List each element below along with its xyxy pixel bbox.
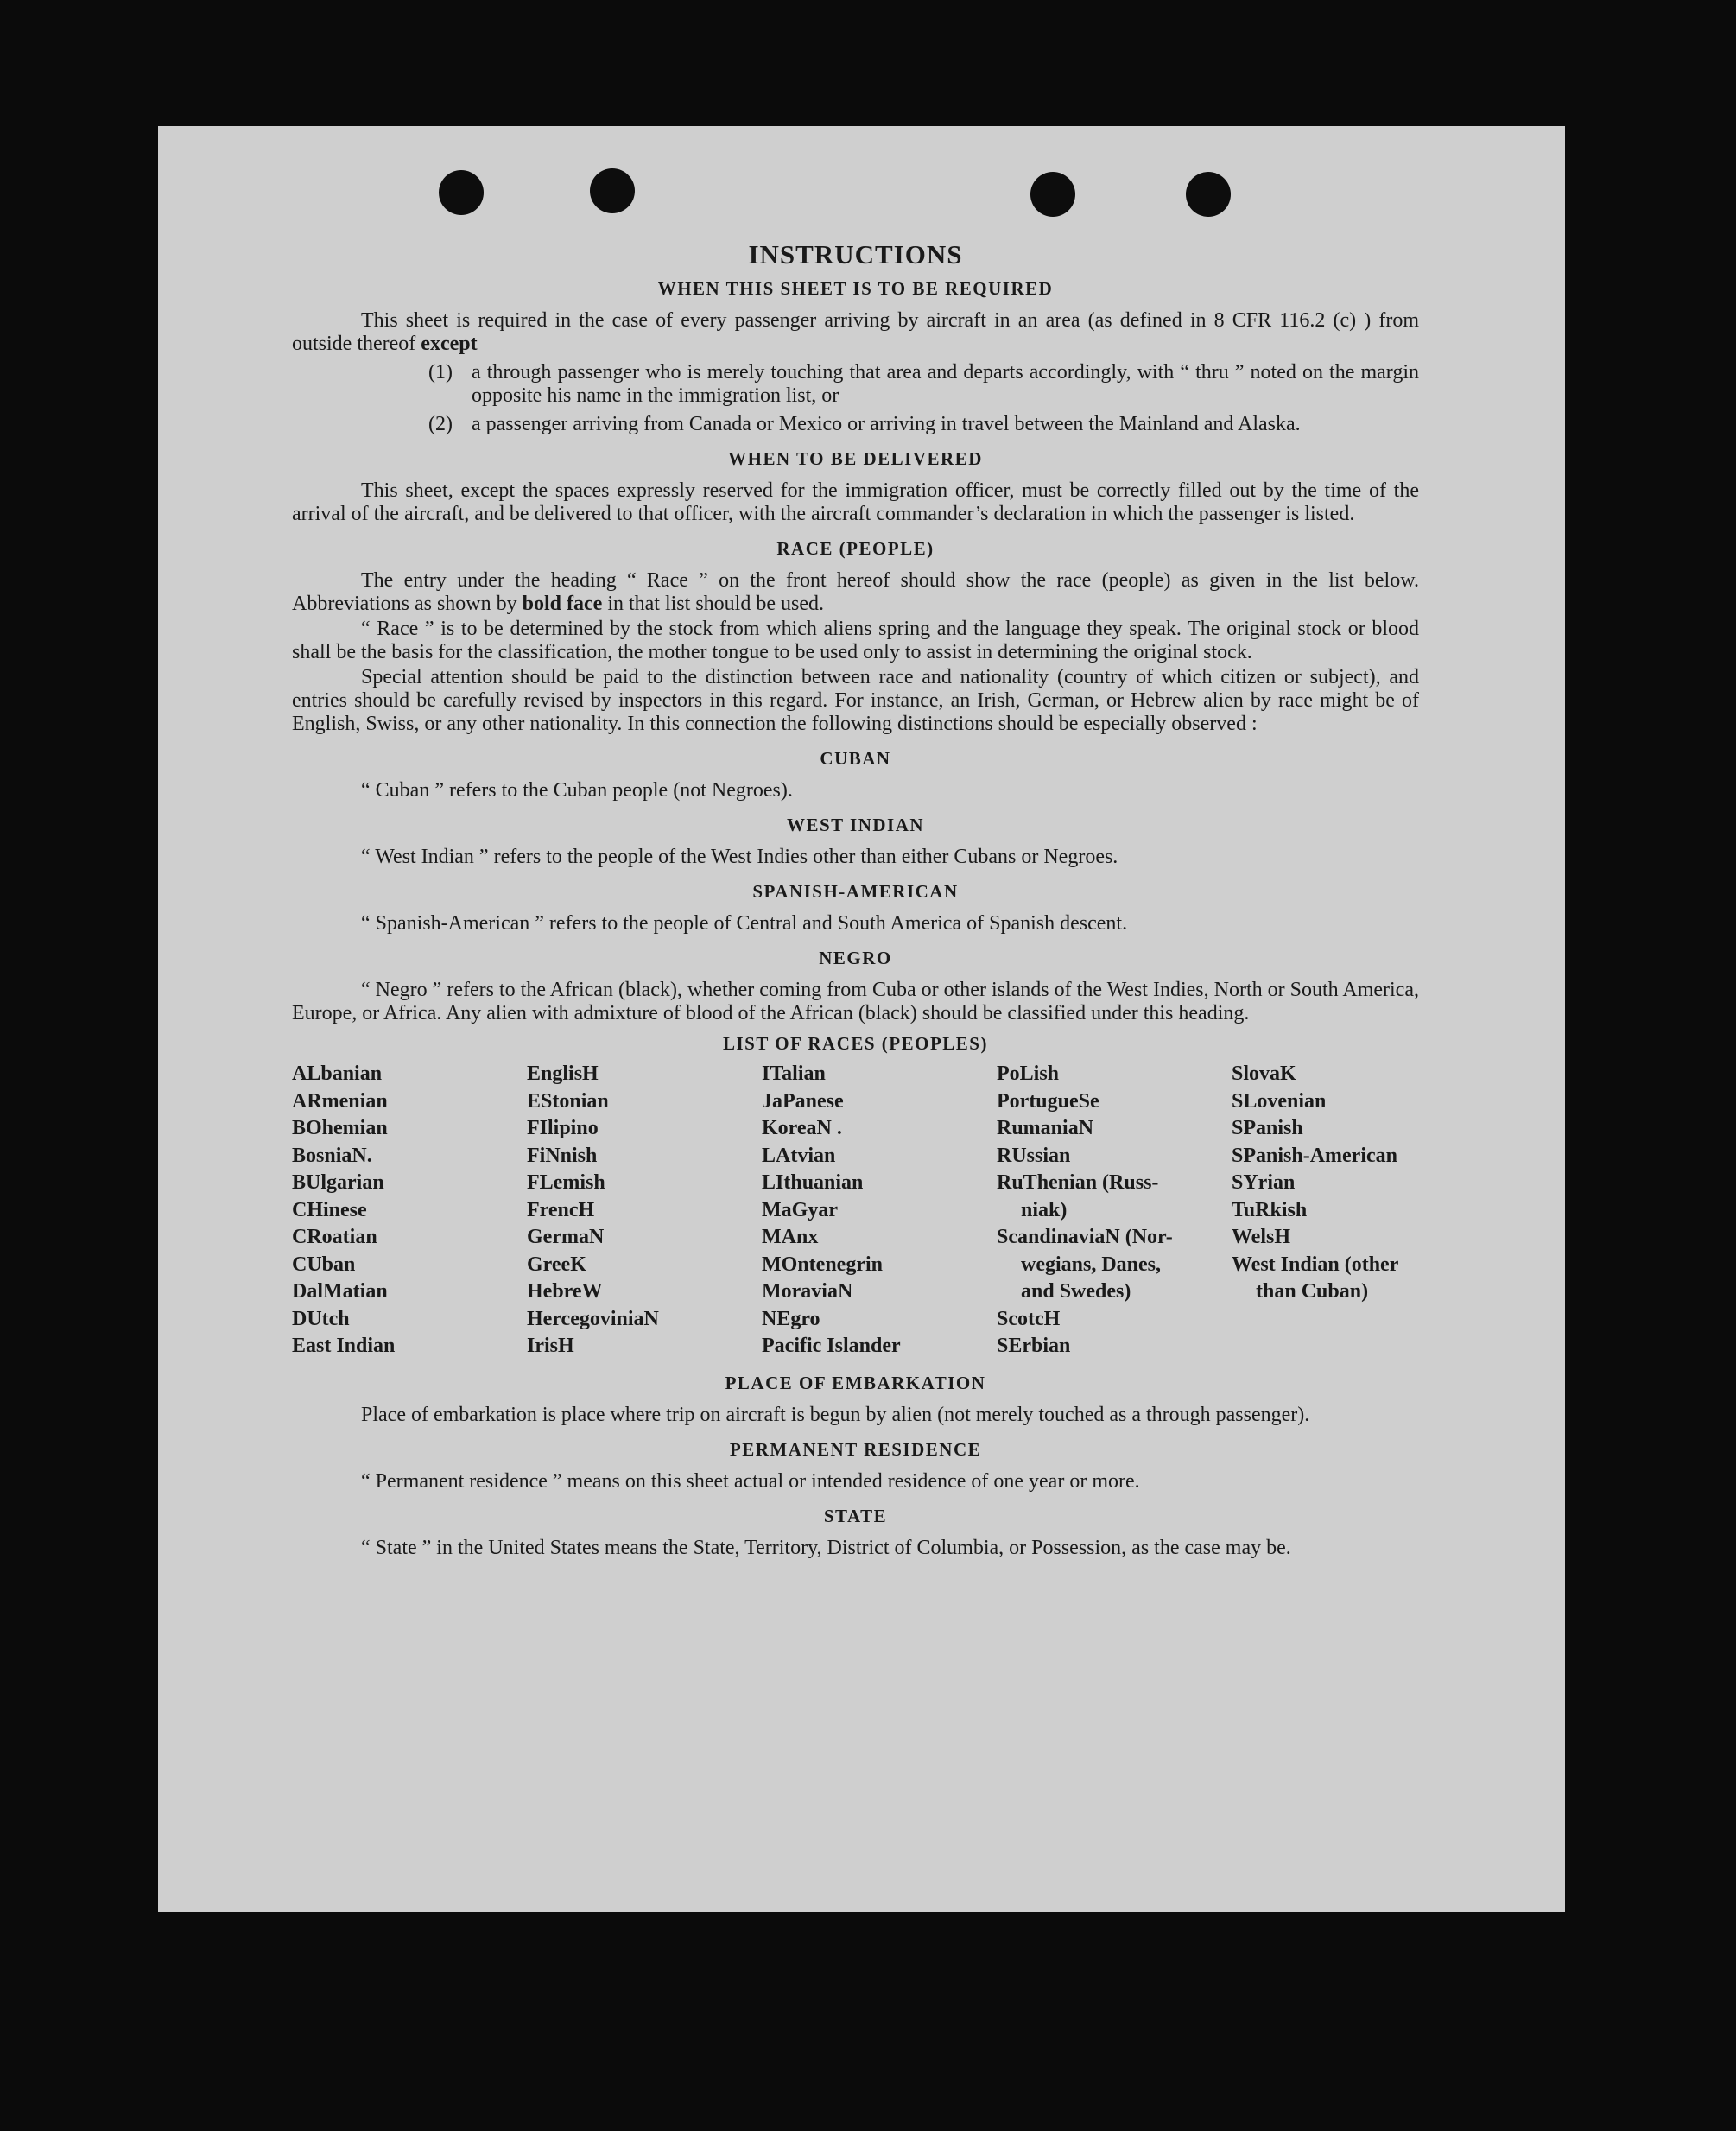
race-item: SlovaK	[1232, 1062, 1296, 1085]
heading-west-indian: WEST INDIAN	[786, 815, 925, 835]
race-item: RumaniaN	[997, 1117, 1094, 1139]
paragraph-race-1: The entry under the heading “ Race ” on the front hereof should show the race (people) as given in the list below. Abbreviations as shown by bold face in that list should be used.	[292, 569, 1419, 615]
race-item: GreeK	[527, 1253, 586, 1276]
races-column	[762, 1061, 997, 1360]
race-item: BUlgarian	[292, 1171, 384, 1194]
instructions-content	[292, 239, 1419, 1562]
paragraph-state: “ State ” in the United States means the State, Territory, District of Columbia, or Possession, as the case may be.	[361, 1536, 1291, 1559]
race-item: GermaN	[527, 1226, 605, 1248]
race-item: WelsH	[1232, 1226, 1291, 1248]
page-title: INSTRUCTIONS	[748, 239, 963, 270]
race-item: ITalian	[762, 1062, 826, 1085]
race-item: MoraviaN	[762, 1280, 853, 1303]
race-item: LIthuanian	[762, 1171, 864, 1194]
heading-embarkation: PLACE OF EMBARKATION	[725, 1372, 986, 1393]
race-item: SPanish	[1232, 1117, 1303, 1139]
race-item: MOntenegrin	[762, 1253, 883, 1276]
race-item: ScandinaviaN (Nor-	[997, 1226, 1173, 1248]
race-item: BosniaN.	[292, 1144, 372, 1167]
paragraph-west-indian: “ West Indian ” refers to the people of the West Indies other than either Cubans or Negroes.	[361, 846, 1118, 868]
paragraph-race-3: Special attention should be paid to the distinction between race and nationality (country of which citizen or subject), and entries should be carefully revised by inspectors in this regard. For instance, an Irish, German, or Hebrew alien by race might be of English, Swiss, or any other nationality. In this connection the following distinctions should be especially observed :	[292, 666, 1419, 735]
paragraph-spanish-american: “ Spanish-American ” refers to the people of Central and South America of Spanish descent.	[361, 912, 1128, 935]
races-column	[997, 1061, 1232, 1360]
race-item: HercegoviniaN	[527, 1307, 659, 1330]
race-item: RuThenian (Russ-	[997, 1171, 1159, 1194]
race-item: JaPanese	[762, 1089, 844, 1113]
race-item: FLemish	[527, 1171, 605, 1194]
paragraph-delivered: This sheet, except the spaces expressly reserved for the immigration officer, must be correctly filled out by the time of the arrival of the aircraft, and be delivered to that officer, with the aircraft commander’s declaration in which the passenger is listed.	[292, 479, 1419, 525]
race-item: ARmenian	[292, 1089, 388, 1113]
race-item: ScotcH	[997, 1307, 1061, 1330]
race-item: RUssian	[997, 1144, 1071, 1167]
race-item: KoreaN .	[762, 1117, 842, 1139]
race-item: niak)	[1021, 1198, 1068, 1221]
heading-race: RACE (PEOPLE)	[776, 538, 935, 559]
races-column	[292, 1061, 527, 1360]
race-item: FIlipino	[527, 1117, 599, 1139]
paragraph-negro: “ Negro ” refers to the African (black), whether coming from Cuba or other islands of the West Indies, North or South America, Europe, or Africa. Any alien with admixture of blood of the African (black) should be classified under this heading.	[292, 979, 1419, 1024]
heading-negro: NEGRO	[819, 948, 892, 968]
heading-list-of-races: LIST OF RACES (PEOPLES)	[723, 1033, 988, 1054]
race-item: BOhemian	[292, 1117, 388, 1139]
race-item: IrisH	[527, 1335, 574, 1357]
race-item: PoLish	[997, 1062, 1060, 1085]
race-item: EStonian	[527, 1089, 609, 1113]
race-item: ALbanian	[292, 1062, 383, 1085]
race-item: CUban	[292, 1253, 356, 1276]
race-item: SLovenian	[1232, 1089, 1327, 1113]
paragraph-required: This sheet is required in the case of every passenger arriving by aircraft in an area (as defined in 8 CFR 116.2 (c) ) from outside thereof except	[292, 309, 1419, 355]
list-item: (1) a through passenger who is merely touching that area and departs accordingly, with “ thru ” noted on the margin opposite his name in the immigration list, or	[428, 361, 1419, 407]
races-column	[1232, 1061, 1467, 1360]
races-table	[292, 1061, 1419, 1360]
punch-hole	[1186, 172, 1231, 217]
race-item: FiNnish	[527, 1144, 598, 1167]
races-column	[527, 1061, 762, 1360]
race-item: West Indian (other	[1232, 1253, 1399, 1276]
race-item: EnglisH	[527, 1062, 599, 1085]
race-item: SErbian	[997, 1335, 1071, 1357]
race-item: PortugueSe	[997, 1089, 1099, 1113]
heading-when-delivered: WHEN TO BE DELIVERED	[728, 448, 983, 469]
heading-permanent-residence: PERMANENT RESIDENCE	[729, 1438, 982, 1460]
race-item: MaGyar	[762, 1198, 838, 1221]
paragraph-race-2: “ Race ” is to be determined by the stock from which aliens spring and the language they speak. The original stock or blood shall be the basis for the classification, the mother tongue to be used only to assist in determining the original stock.	[292, 618, 1419, 663]
race-item: and Swedes)	[1021, 1280, 1131, 1303]
race-item: wegians, Danes,	[1021, 1253, 1162, 1276]
paragraph-permanent-residence: “ Permanent residence ” means on this sheet actual or intended residence of one year or more.	[361, 1469, 1140, 1493]
race-item: East Indian	[292, 1335, 396, 1357]
race-item: Pacific Islander	[762, 1335, 901, 1357]
document-sheet	[158, 126, 1565, 1912]
paragraph-embarkation: Place of embarkation is place where trip on aircraft is begun by alien (not merely touched as a through passenger).	[361, 1403, 1310, 1426]
race-item: HebreW	[527, 1280, 603, 1303]
paragraph-cuban: “ Cuban ” refers to the Cuban people (not Negroes).	[361, 779, 793, 802]
race-item: SPanish-American	[1232, 1144, 1397, 1167]
race-item: MAnx	[762, 1226, 819, 1248]
race-item: FrencH	[527, 1198, 595, 1221]
list-item: (2) a passenger arriving from Canada or Mexico or arriving in travel between the Mainland and Alaska.	[428, 413, 1301, 435]
race-item: TuRkish	[1232, 1198, 1308, 1221]
race-item: than Cuban)	[1256, 1280, 1369, 1303]
race-item: CHinese	[292, 1198, 367, 1221]
race-item: LAtvian	[762, 1144, 836, 1167]
punch-hole	[590, 168, 635, 213]
heading-cuban: CUBAN	[820, 748, 891, 769]
heading-state: STATE	[823, 1505, 888, 1526]
race-item: CRoatian	[292, 1226, 377, 1248]
race-item: DalMatian	[292, 1280, 388, 1303]
race-item: SYrian	[1232, 1171, 1296, 1194]
punch-hole	[439, 170, 484, 215]
heading-when-required: WHEN THIS SHEET IS TO BE REQUIRED	[657, 278, 1054, 299]
race-item: DUtch	[292, 1307, 350, 1330]
heading-spanish-american: SPANISH-AMERICAN	[752, 881, 959, 902]
race-item: NEgro	[762, 1307, 820, 1330]
punch-hole	[1030, 172, 1075, 217]
